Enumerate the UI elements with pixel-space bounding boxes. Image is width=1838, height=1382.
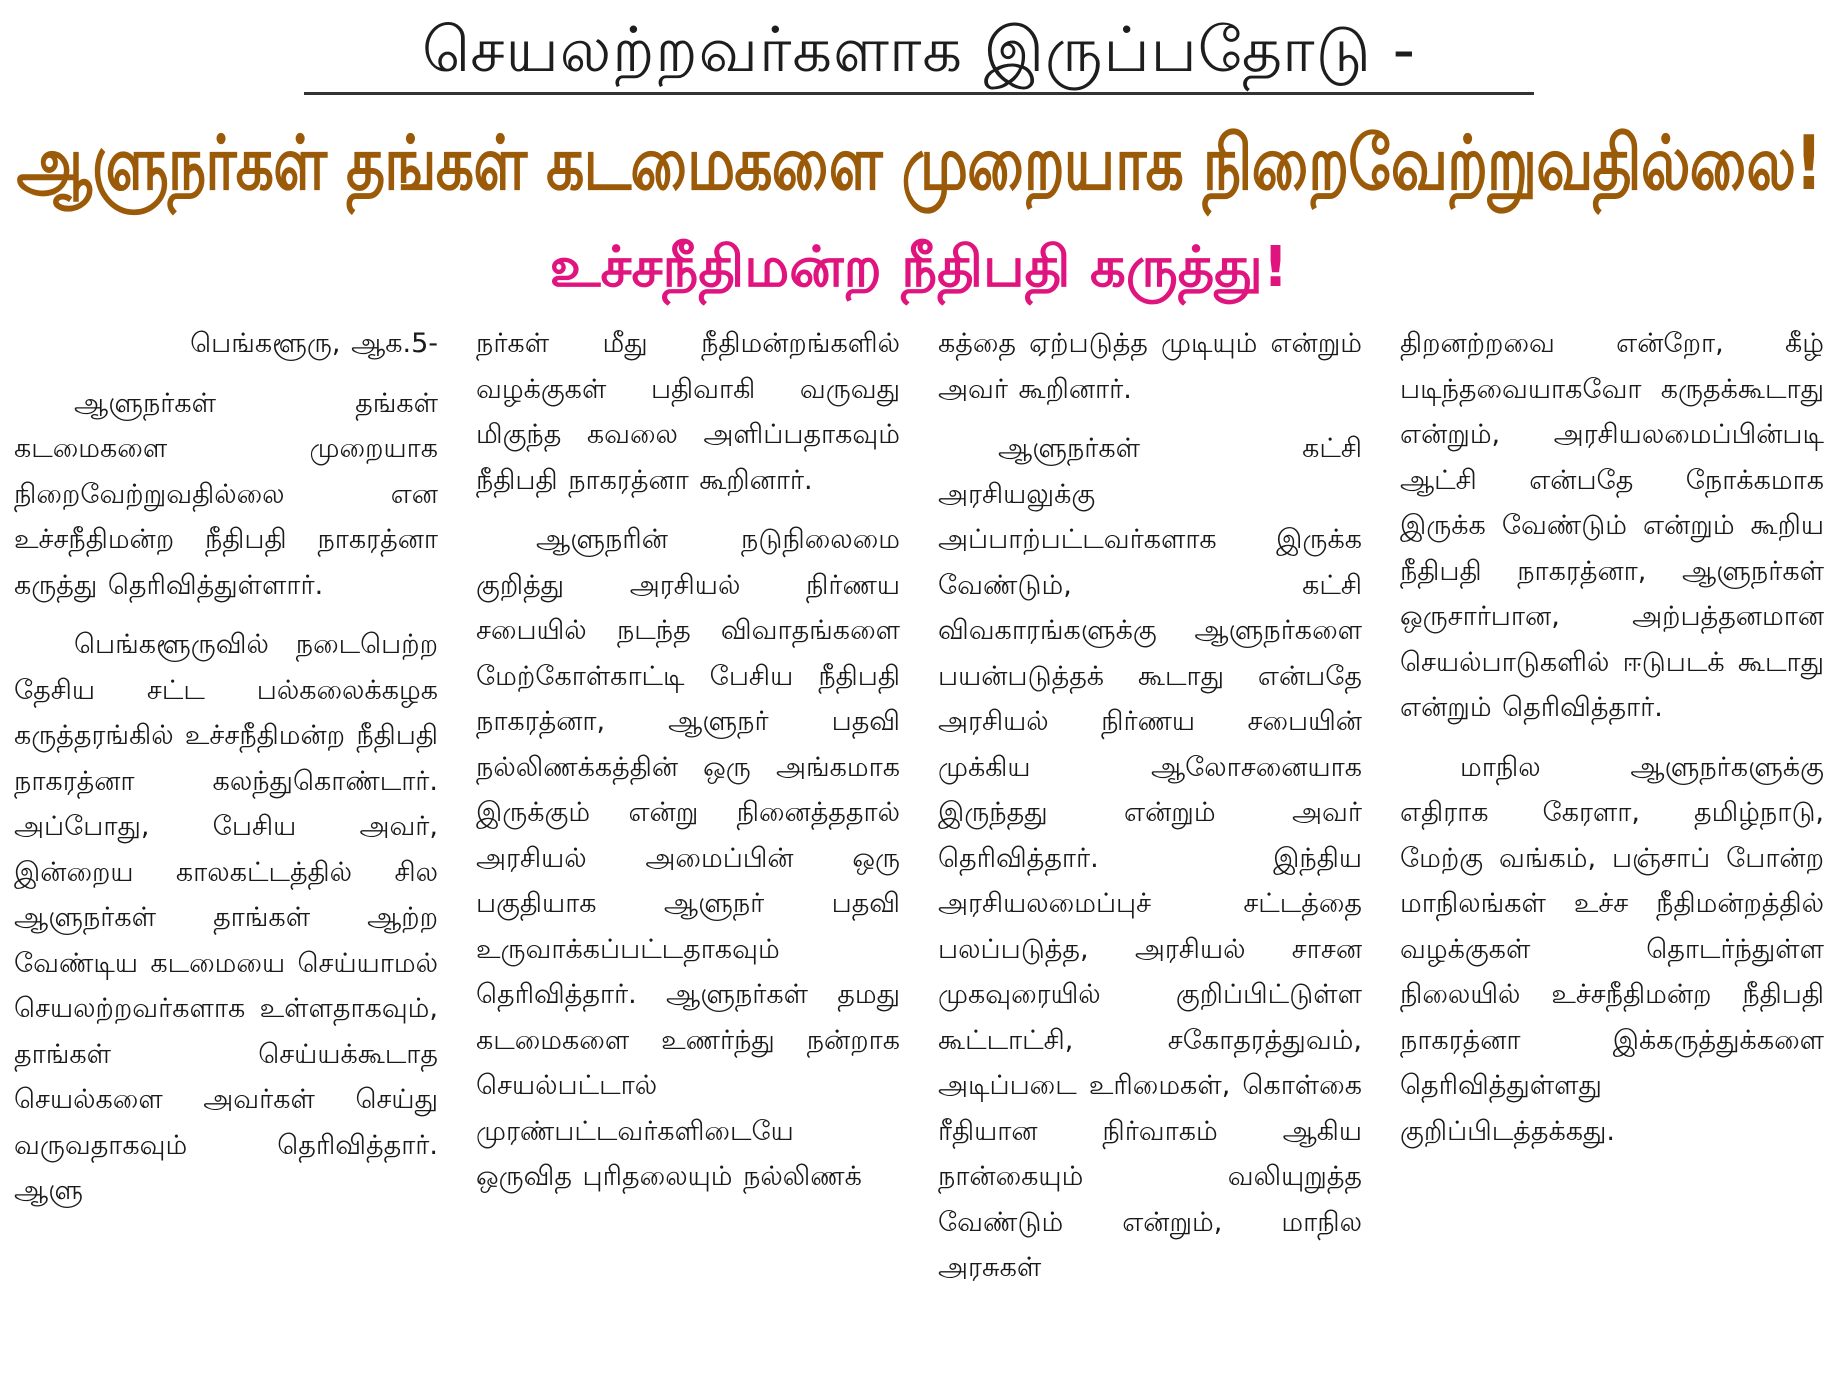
column-2: [476, 321, 900, 1291]
paragraph: மாநில ஆளுநர்களுக்கு எதிராக கேரளா, தமிழ்நாடு, மேற்கு வங்கம், பஞ்சாப் போன்ற மாநிலங்கள் உச்ச நீதிமன்றத்தில் வழக்குகள் தொடர்ந்துள்ள நிலையில் உச்சநீதிமன்ற நீதிபதி நாகரத்னா இக்கருத்துக்களை தெரிவித்துள்ளது குறிப்பிடத்தக்கது.: [1400, 751, 1824, 1147]
article-body: [14, 321, 1824, 1291]
paragraph: ஆளுநரின் நடுநிலைமை குறித்து அரசியல் நிர்ணய சபையில் நடந்த விவாதங்களை மேற்கோள்காட்டி பேசிய நீதிபதி நாகரத்னா, ஆளுநர் பதவி நல்லிணக்கத்தின் ஒரு அங்கமாக இருக்கும் என்று நினைத்ததால் அரசியல் அமைப்பின் ஒரு பகுதியாக ஆளுநர் பதவி உருவாக்கப்பட்டதாகவும் தெரிவித்தார். ஆளுநர்கள் தமது கடமைகளை உணர்ந்து நன்றாக செயல்பட்டால் முரண்பட்டவர்களிடையே ஒருவித புரிதலையும் நல்லிணக்: [476, 524, 900, 1192]
article-kicker: செயலற்றவர்களாக இருப்பதோடு -: [422, 13, 1416, 86]
article-headline: ஆளுநர்கள் தங்கள் கடமைகளை முறையாக நிறைவேற்றுவதில்லை!: [16, 120, 1822, 208]
paragraph: கத்தை ஏற்படுத்த முடியும் என்றும் அவர் கூறினார்.: [938, 328, 1362, 405]
paragraph: நர்கள் மீது நீதிமன்றங்களில் வழக்குகள் பதிவாகி வருவது மிகுந்த கவலை அளிப்பதாகவும் நீதிபதி நாகரத்னா கூறினார்.: [476, 328, 900, 496]
paragraph: திறனற்றவை என்றோ, கீழ் படிந்தவையாகவோ கருதக்கூடாது என்றும், அரசியலமைப்பின்படி ஆட்சி என்பதே நோக்கமாக இருக்க வேண்டும் என்றும் கூறிய நீதிபதி நாகரத்னா, ஆளுநர்கள் ஒருசார்பான, அற்பத்தனமான செயல்பாடுகளில் ஈடுபடக் கூடாது என்றும் தெரிவித்தார்.: [1400, 328, 1824, 723]
column-1: [14, 321, 438, 1291]
paragraph: பெங்களூருவில் நடைபெற்ற தேசிய சட்ட பல்கலைக்கழக கருத்தரங்கில் உச்சநீதிமன்ற நீதிபதி நாகரத்னா கலந்துகொண்டார். அப்போது, பேசிய அவர், இன்றைய காலகட்டத்தில் சில ஆளுநர்கள் தாங்கள் ஆற்ற வேண்டிய கடமையை செய்யாமல் செயலற்றவர்களாக உள்ளதாகவும், தாங்கள் செய்யக்கூடாத செயல்களை அவர்கள் செய்து வருவதாகவும் தெரிவித்தார். ஆளு: [14, 629, 438, 1206]
dateline: பெங்களூரு, ஆக.5-: [190, 328, 438, 359]
paragraph: ஆளுநர்கள் தங்கள் கடமைகளை முறையாக நிறைவேற்றுவதில்லை என உச்சநீதிமன்ற நீதிபதி நாகரத்னா கருத்து தெரிவித்துள்ளார்.: [14, 387, 438, 601]
column-4: [1400, 321, 1824, 1291]
column-3: [938, 321, 1362, 1291]
article-subheadline: உச்சநீதிமன்ற நீதிபதி கருத்து!: [549, 235, 1289, 300]
paragraph: ஆளுநர்கள் கட்சி அரசியலுக்கு அப்பாற்பட்டவர்களாக இருக்க வேண்டும், கட்சி விவகாரங்களுக்கு ஆளுநர்களை பயன்படுத்தக் கூடாது என்பதே அரசியல் நிர்ணய சபையின் முக்கிய ஆலோசனையாக இருந்தது என்றும் அவர் தெரிவித்தார். இந்திய அரசியலமைப்புச் சட்டத்தை பலப்படுத்த, அரசியல் சாசன முகவுரையில் குறிப்பிட்டுள்ள கூட்டாட்சி, சகோதரத்துவம், அடிப்படை உரிமைகள், கொள்கை ரீதியான நிர்வாகம் ஆகிய நான்கையும் வலியுறுத்த வேண்டும் என்றும், மாநில அரசுகள்: [938, 433, 1362, 1283]
